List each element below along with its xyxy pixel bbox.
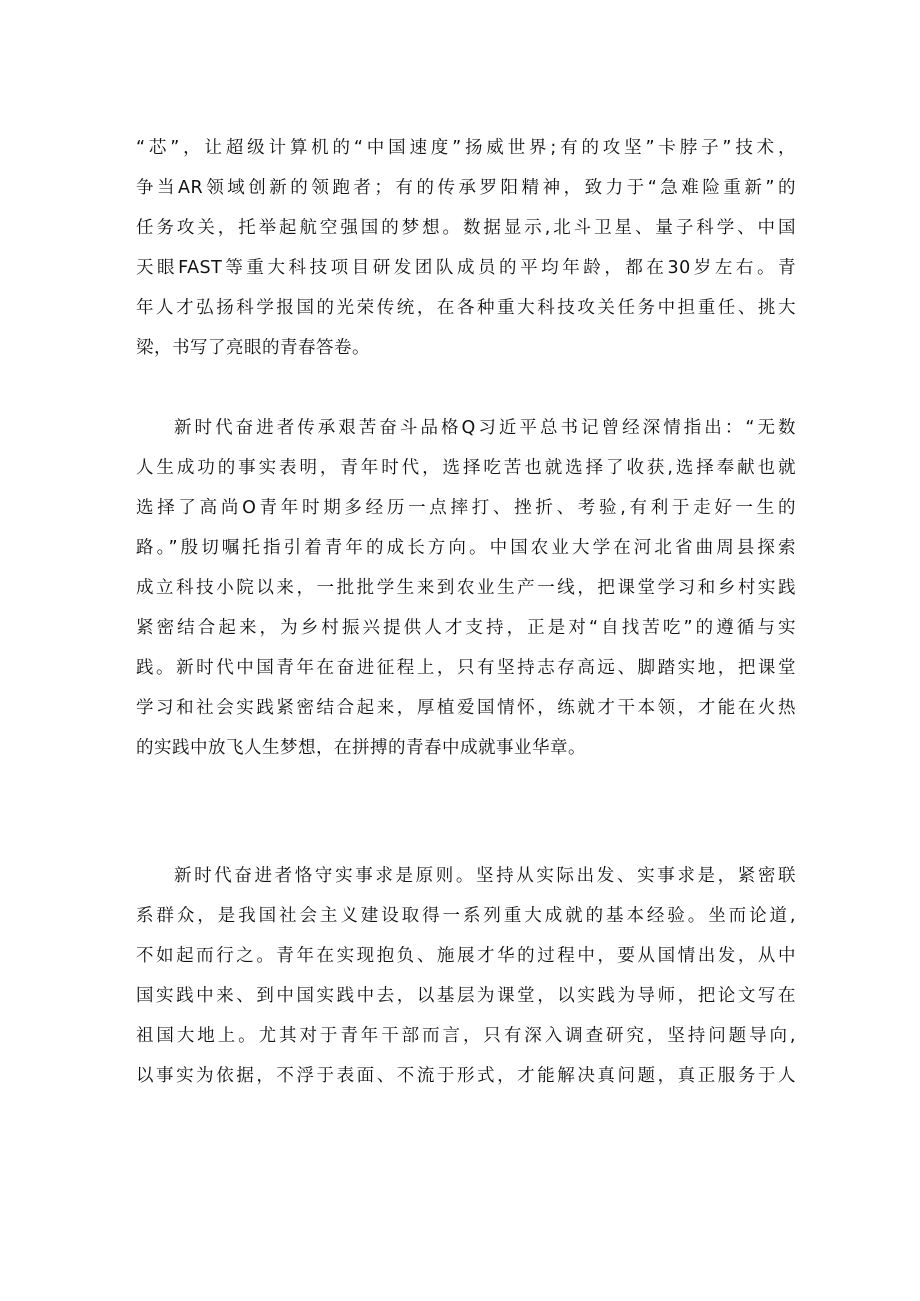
paragraph-line: 任务攻关，托举起航空强国的梦想。数据显示,北斗卫星、量子科学、中国 (136, 218, 796, 238)
paragraph-line: 紧密结合起来，为乡村振兴提供人才支持，正是对“自找苦吃”的遵循与实 (136, 618, 796, 638)
paragraph-line: 争当AR领域创新的领跑者；有的传承罗阳精神，致力于“急难险重新”的 (136, 178, 796, 198)
paragraph-line: 新时代奋进者恪守实事求是原则。坚持从实际出发、实事求是，紧密联 (174, 866, 796, 886)
paragraph-line: 年人才弘扬科学报国的光荣传统，在各种重大科技攻关任务中担重任、挑大 (136, 298, 796, 318)
paragraph-line: 梁，书写了亮眼的青春答卷。 (136, 338, 370, 358)
paragraph-line: 的实践中放飞人生梦想，在拼搏的青春中成就事业华章。 (136, 738, 586, 758)
paragraph-line: “芯”，让超级计算机的“中国速度”扬威世界;有的攻坚”卡脖子”技术， (136, 138, 796, 158)
paragraph-line: 国实践中来、到中国实践中去，以基层为课堂，以实践为导师，把论文写在 (136, 986, 796, 1006)
paragraph-line: 人生成功的事实表明，青年时代，选择吃苦也就选择了收获,选择奉献也就 (136, 458, 796, 478)
paragraph-line: 天眼FAST等重大科技项目研发团队成员的平均年龄，都在30岁左右。青 (136, 258, 796, 278)
paragraph-line: 学习和社会实践紧密结合起来，厚植爱国情怀，练就才干本领，才能在火热 (136, 698, 796, 718)
paragraph-3 (136, 856, 796, 1096)
paragraph-line: 祖国大地上。尤其对于青年干部而言，只有深入调查研究，坚持问题导向, (136, 1026, 796, 1046)
paragraph-line: 成立科技小院以来，一批批学生来到农业生产一线，把课堂学习和乡村实践 (136, 578, 796, 598)
paragraph-line: 路。”殷切嘱托指引着青年的成长方向。中国农业大学在河北省曲周县探索 (136, 538, 796, 558)
paragraph-line: 不如起而行之。青年在实现抱负、施展才华的过程中，要从国情出发，从中 (136, 946, 796, 966)
paragraph-line: 新时代奋进者传承艰苦奋斗品格Q习近平总书记曾经深情指出：“无数 (174, 418, 796, 438)
paragraph-line: 系群众，是我国社会主义建设取得一系列重大成就的基本经验。坐而论道, (136, 906, 796, 926)
paragraph-1 (136, 128, 796, 368)
paragraph-2 (136, 408, 796, 768)
paragraph-line: 践。新时代中国青年在奋进征程上，只有坚持志存高远、脚踏实地，把课堂 (136, 658, 796, 678)
paragraph-line: 选择了高尚O青年时期多经历一点摔打、挫折、考验,有利于走好一生的 (136, 498, 796, 518)
paragraph-line: 以事实为依据，不浮于表面、不流于形式，才能解决真问题，真正服务于人 (136, 1066, 796, 1086)
